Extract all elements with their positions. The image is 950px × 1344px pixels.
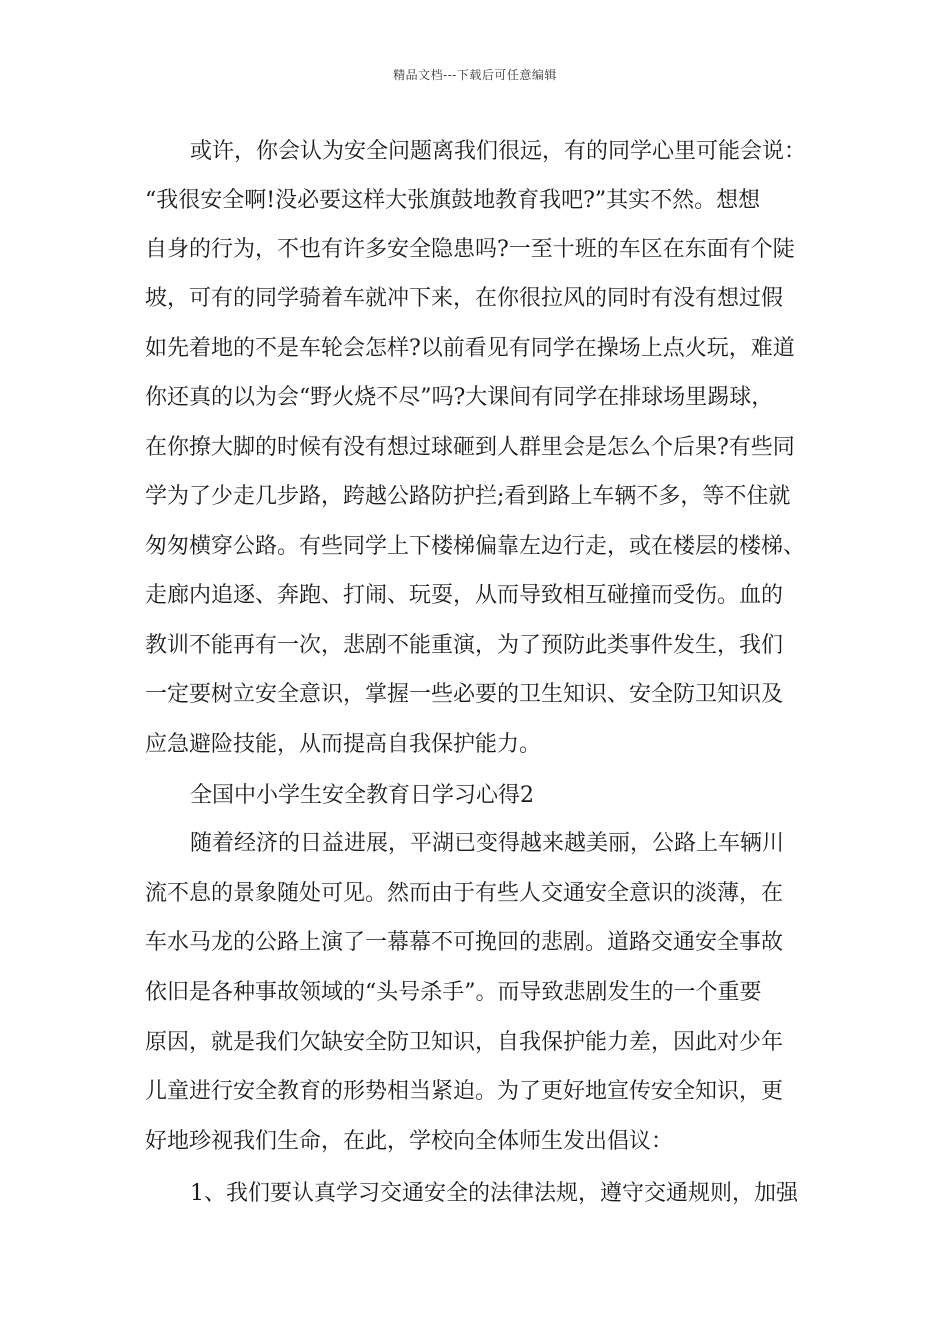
text-line: 儿童进行安全教育的形势相当紧迫。为了更好地宣传安全知识，更 <box>145 1079 784 1104</box>
text-line: 原因，就是我们欠缺安全防卫知识，自我保护能力差，因此对少年 <box>145 1030 784 1055</box>
text-line: 车水马龙的公路上演了一幕幕不可挽回的悲剧。道路交通安全事故 <box>145 930 784 955</box>
text-line: 自身的行为，不也有许多安全隐患吗?一至十班的车区在东面有个陡 <box>145 237 795 262</box>
text-line: 好地珍视我们生命，在此，学校向全体师生发出倡议： <box>145 1129 674 1154</box>
text-line: 一定要树立安全意识，掌握一些必要的卫生知识、安全防卫知识及 <box>145 682 784 707</box>
text-line: 学为了少走几步路，跨越公路防护拦;看到路上车辆不多，等不住就 <box>145 484 791 509</box>
section-heading: 全国中小学生安全教育日学习心得2 <box>190 783 534 808</box>
text-line: 或许，你会认为安全问题离我们很远，有的同学心里可能会说： <box>190 139 807 164</box>
text-line: 1、我们要认真学习交通安全的法律法规，遵守交通规则，加强 <box>190 1181 798 1206</box>
text-line: 流不息的景象随处可见。然而由于有些人交通安全意识的淡薄，在 <box>145 881 784 906</box>
text-line: 你还真的以为会“野火烧不尽”吗?大课间有同学在排球场里踢球， <box>145 385 774 410</box>
text-line: 走廊内追逐、奔跑、打闹、玩耍，从而导致相互碰撞而受伤。血的 <box>145 583 784 608</box>
text-line: “我很安全啊!没必要这样大张旗鼓地教育我吧?”其实不然。想想 <box>145 188 761 213</box>
text-line: 匆匆横穿公路。有些同学上下楼梯偏靠左边行走，或在楼层的楼梯、 <box>145 534 806 559</box>
text-line: 应急避险技能，从而提高自我保护能力。 <box>145 732 542 757</box>
text-line: 如先着地的不是车轮会怎样?以前看见有同学在操场上点火玩，难道 <box>145 336 795 361</box>
text-line: 随着经济的日益进展，平湖已变得越来越美丽，公路上车辆川 <box>190 831 785 856</box>
text-line: 在你撩大脚的时候有没有想过球砸到人群里会是怎么个后果?有些同 <box>145 435 795 460</box>
text-line: 依旧是各种事故领域的“头号杀手”。而导致悲剧发生的一个重要 <box>145 980 762 1005</box>
text-line: 教训不能再有一次，悲剧不能重演，为了预防此类事件发生，我们 <box>145 633 784 658</box>
text-line: 坡，可有的同学骑着车就冲下来，在你很拉风的同时有没有想过假 <box>145 286 784 311</box>
page-header: 精品文档---下载后可任意编辑 <box>393 68 557 82</box>
